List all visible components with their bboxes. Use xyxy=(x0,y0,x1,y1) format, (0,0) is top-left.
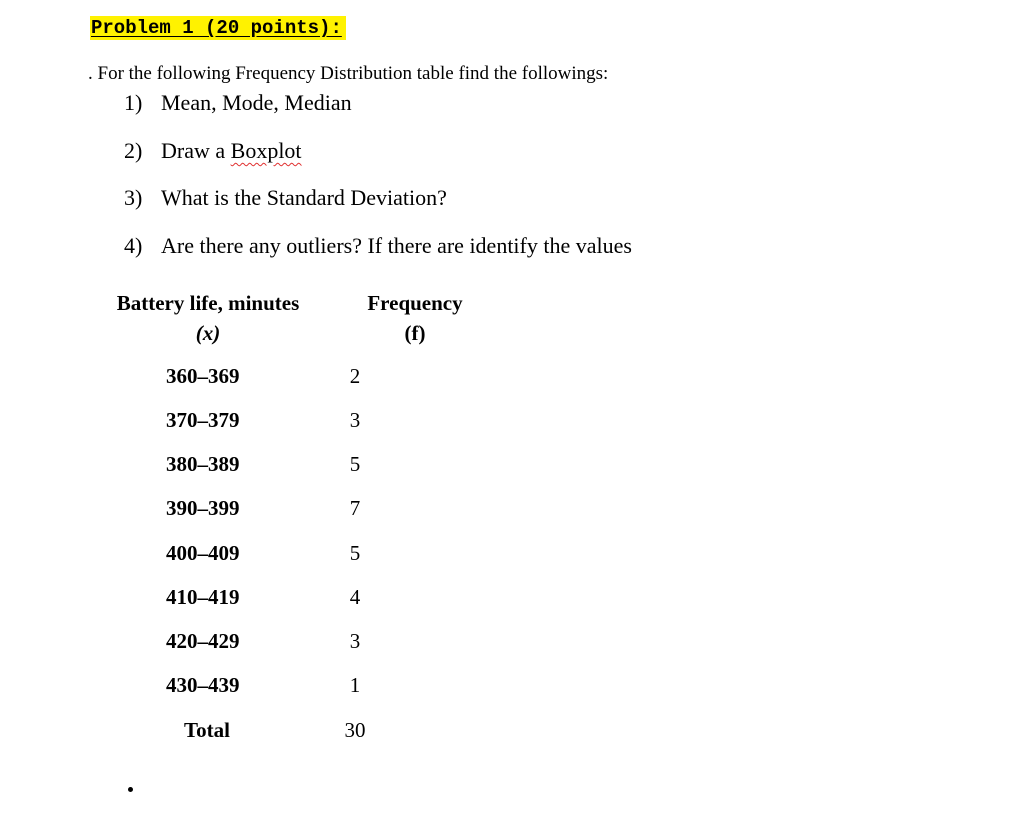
frequency-cell: 3 xyxy=(349,408,361,432)
frequency-cell: 2 xyxy=(349,364,361,388)
column-header-symbol: (f) xyxy=(404,321,426,345)
table-row xyxy=(0,452,600,482)
range-cell: 400–409 xyxy=(166,541,240,565)
frequency-cell: 4 xyxy=(349,585,361,609)
range-cell: 380–389 xyxy=(166,452,240,476)
bullet-point xyxy=(128,787,133,792)
frequency-cell: 5 xyxy=(349,452,361,476)
column-header-title: Frequency xyxy=(367,291,463,315)
task-text: Draw a xyxy=(161,138,231,163)
table-row xyxy=(0,673,600,703)
range-cell: 430–439 xyxy=(166,673,240,697)
column-header-title: Battery life, minutes xyxy=(116,291,300,315)
table-row xyxy=(0,496,600,526)
column-header-battery-life xyxy=(106,288,310,348)
total-value: 30 xyxy=(344,718,366,742)
table-row xyxy=(0,629,600,659)
task-4 xyxy=(124,233,632,259)
range-cell: 370–379 xyxy=(166,408,240,432)
task-1 xyxy=(124,90,352,116)
intro-text: . For the following Frequency Distribution table find the followings: xyxy=(88,63,609,84)
column-header-frequency xyxy=(360,288,470,348)
frequency-cell: 7 xyxy=(349,496,361,520)
table-row xyxy=(0,364,600,394)
task-number: 1) xyxy=(124,90,143,115)
table-row xyxy=(0,541,600,571)
table-row xyxy=(0,585,600,615)
table-total-row xyxy=(0,718,600,748)
column-header-symbol: (x) xyxy=(195,321,221,345)
task-number: 3) xyxy=(124,185,143,210)
frequency-cell: 3 xyxy=(349,629,361,653)
task-2 xyxy=(124,138,302,164)
task-3 xyxy=(124,185,447,211)
task-text: Are there any outliers? If there are identify the values xyxy=(161,233,632,258)
frequency-cell: 1 xyxy=(349,673,361,697)
total-label: Total xyxy=(184,718,230,742)
range-cell: 420–429 xyxy=(166,629,240,653)
frequency-cell: 5 xyxy=(349,541,361,565)
task-number: 2) xyxy=(124,138,143,163)
misspelled-word[interactable]: Boxplot xyxy=(230,138,302,163)
task-text: Mean, Mode, Median xyxy=(161,90,352,115)
task-number: 4) xyxy=(124,233,143,258)
task-text: What is the Standard Deviation? xyxy=(161,185,447,210)
range-cell: 410–419 xyxy=(166,585,240,609)
table-row xyxy=(0,408,600,438)
range-cell: 390–399 xyxy=(166,496,240,520)
range-cell: 360–369 xyxy=(166,364,240,388)
problem-heading: Problem 1 (20 points): xyxy=(90,16,346,40)
